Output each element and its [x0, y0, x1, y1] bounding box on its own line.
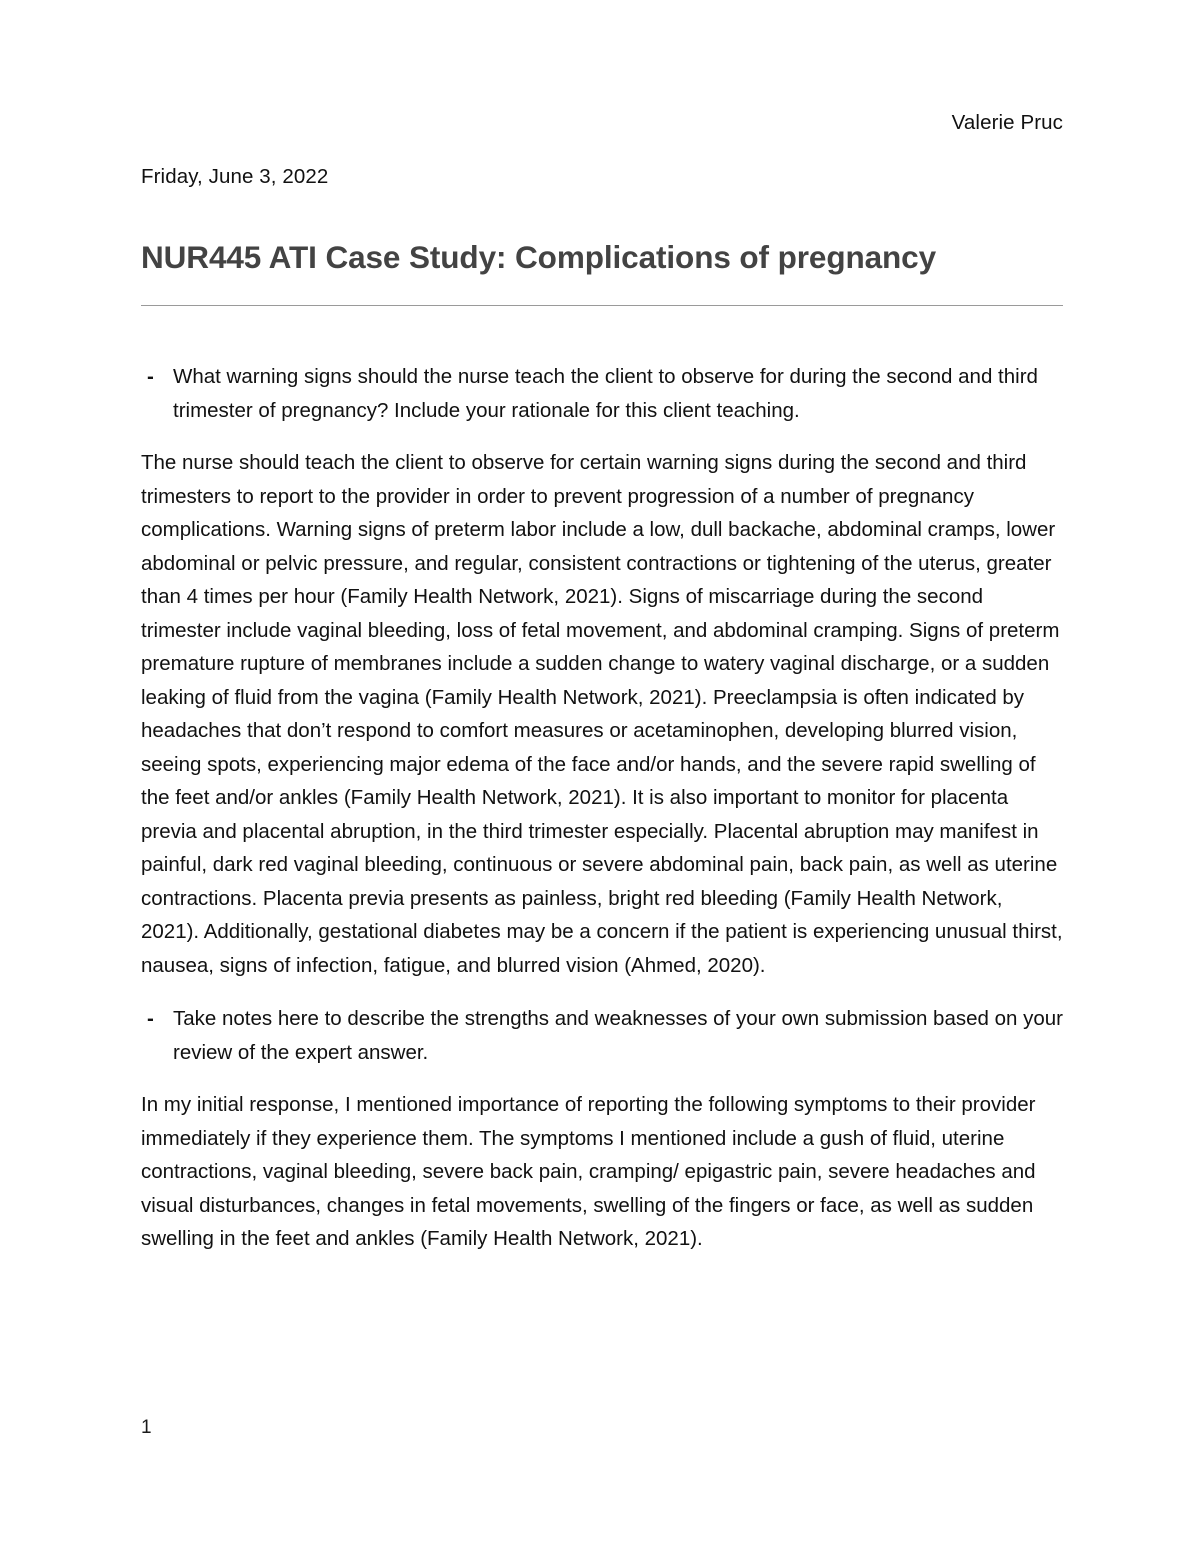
document-body — [141, 314, 1063, 1256]
page-title: NUR445 ATI Case Study: Complications of pregnancy — [141, 239, 936, 275]
list-item — [141, 982, 1063, 1070]
answer-paragraph-2: In my initial response, I mentioned importance of reporting the following symptoms to their provider immediately if they experience them. The symptoms I mentioned include a gush of fluid, uterine contractions, vaginal bleeding, severe back pain, cramping/ epigastric pain, severe headaches and visual disturbances, changes in fetal movements, swelling of the fingers or face, as well as sudden swelling in the feet and ankles (Family Health Network, 2021). — [141, 1093, 1036, 1251]
bullet-dash-icon: - — [147, 365, 154, 389]
document-content — [141, 0, 1063, 1256]
list-item — [141, 360, 1063, 428]
title-divider — [141, 305, 1063, 306]
bullet-dash-icon: - — [147, 1007, 154, 1031]
page-number: 1 — [141, 1417, 152, 1438]
answer-paragraph-1: The nurse should teach the client to observe for certain warning signs during the second and third trimesters to report to the provider in order to prevent progression of a number of pregnancy complications. Warning signs of preterm labor include a low, dull backache, abdominal cramps, lower abdominal or pelvic pressure, and regular, consistent contractions or tightening of the uterus, greater than 4 times per hour (Family Health Network, 2021). Signs of miscarriage during the second trimester include vaginal bleeding, loss of fetal movement, and abdominal cramping. Signs of preterm premature rupture of membranes include a sudden change to watery vaginal discharge, or a sudden leaking of fluid from the vagina (Family Health Network, 2021). Preeclampsia is often indicated by headaches that don’t respond to comfort measures or acetaminophen, developing blurred vision, seeing spots, experiencing major edema of the face and/or hands, and the severe rapid swelling of the feet and/or ankles (Family Health Network, 2021). It is also important to monitor for placenta previa and placental abruption, in the third trimester especially. Placental abruption may manifest in painful, dark red vaginal bleeding, continuous or severe abdominal pain, back pain, as well as uterine contractions. Placenta previa presents as painless, bright red bleeding (Family Health Network, 2021). Additionally, gestational diabetes may be a concern if the patient is experiencing unusual thirst, nausea, signs of infection, fatigue, and blurred vision (Ahmed, 2020). — [141, 451, 1063, 977]
author-name: Valerie Pruc — [951, 111, 1063, 134]
question-prompt-1: What warning signs should the nurse teach the client to observe for during the second and third trimester of pregnancy? Include your rationale for this client teaching. — [173, 365, 1038, 423]
question-prompt-2: Take notes here to describe the strengths and weaknesses of your own submission based on your review of the expert answer. — [173, 1007, 1063, 1065]
document-date: Friday, June 3, 2022 — [141, 164, 329, 188]
